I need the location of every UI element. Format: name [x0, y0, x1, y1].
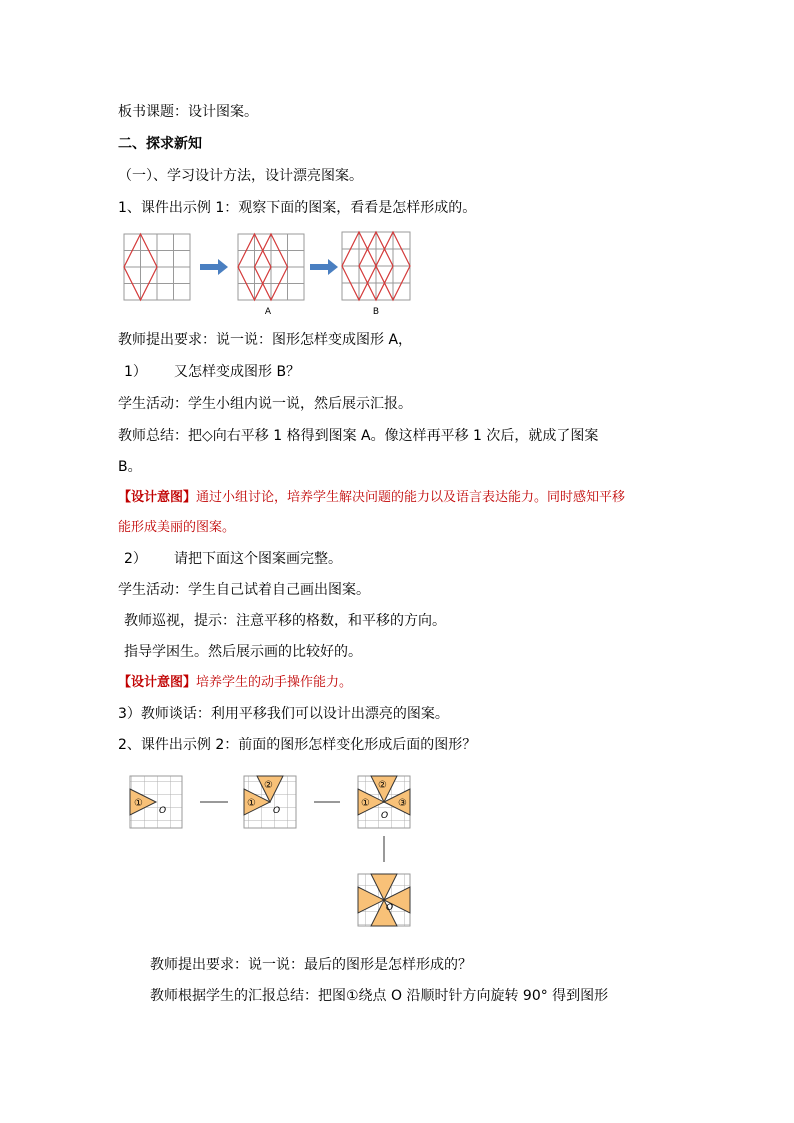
shape-label-3: ③ — [398, 798, 407, 809]
student-activity-1: 学生活动：学生小组内说一说，然后展示汇报。 — [118, 396, 412, 412]
lesson-title-line: 板书课题：设计图案。 — [118, 104, 258, 120]
section-heading: 二、探求新知 — [118, 136, 202, 152]
shape-label-2: ② — [264, 780, 273, 791]
label-b: B — [372, 307, 380, 317]
rotation-step-1 — [130, 776, 182, 828]
item-1-text: 又怎样变成图形 B？ — [174, 364, 301, 380]
item-2-number: 2） — [124, 551, 147, 567]
design-intent-1 — [118, 488, 625, 508]
shape-label-1: ① — [134, 798, 143, 809]
grid-original — [124, 234, 190, 300]
shape-label-2: ② — [378, 780, 387, 791]
teacher-tour-hint: 教师巡视，提示：注意平移的格数，和平移的方向。 — [124, 613, 446, 629]
design-intent-tag: 【设计意图】 — [118, 675, 197, 690]
rotation-step-2 — [244, 776, 296, 828]
design-intent-2 — [118, 673, 352, 693]
teacher-request-1: 教师提出要求：说一说：图形怎样变成图形 A， — [118, 332, 413, 348]
teacher-summary-1-cont: B。 — [118, 459, 142, 475]
point-o-label: O — [386, 903, 394, 913]
arrow-right-1 — [200, 259, 228, 275]
label-a: A — [264, 307, 272, 317]
example1-figure — [118, 228, 418, 320]
teacher-summary-2: 教师根据学生的汇报总结：把图①绕点 O 沿顺时针方向旋转 90° 得到图形 — [150, 988, 609, 1004]
student-activity-2: 学生活动：学生自己试着自己画出图案。 — [118, 582, 370, 598]
teacher-request-2: 教师提出要求：说一说：最后的图形是怎样形成的？ — [150, 957, 472, 973]
rotation-step-3 — [358, 776, 410, 828]
point-o-label: O — [381, 811, 389, 821]
item-2-text: 请把下面这个图案画完整。 — [174, 551, 342, 567]
example2-figure — [118, 768, 418, 934]
design-intent-text: 培养学生的动手操作能力。 — [196, 675, 353, 690]
design-intent-tag: 【设计意图】 — [118, 490, 197, 505]
example1-intro: 1、课件出示例 1：观察下面的图案，看看是怎样形成的。 — [118, 200, 477, 216]
point-o-label: O — [159, 806, 167, 816]
grid-a — [238, 234, 304, 300]
shape-label-1: ① — [247, 798, 256, 809]
arrow-right-2 — [310, 259, 338, 275]
guide-students: 指导学困生。然后展示画的比较好的。 — [124, 644, 362, 660]
point-o-label: O — [273, 806, 281, 816]
subsection-heading: （一）、学习设计方法，设计漂亮图案。 — [118, 168, 363, 184]
item-1-number: 1） — [124, 364, 147, 380]
teacher-summary-1: 教师总结：把◇向右平移 1 格得到图案 A。像这样再平移 1 次后，就成了图案 — [118, 428, 599, 444]
teacher-talk: 3）教师谈话：利用平移我们可以设计出漂亮的图案。 — [118, 706, 449, 722]
design-intent-text: 通过小组讨论，培养学生解决问题的能力以及语言表达能力。同时感知平移 — [196, 490, 626, 505]
grid-b — [342, 232, 410, 300]
example2-intro: 2、课件出示例 2：前面的图形怎样变化形成后面的图形？ — [118, 737, 477, 753]
design-intent-1-cont: 能形成美丽的图案。 — [118, 520, 236, 535]
shape-label-1: ① — [361, 798, 370, 809]
rotation-step-4 — [358, 874, 410, 926]
